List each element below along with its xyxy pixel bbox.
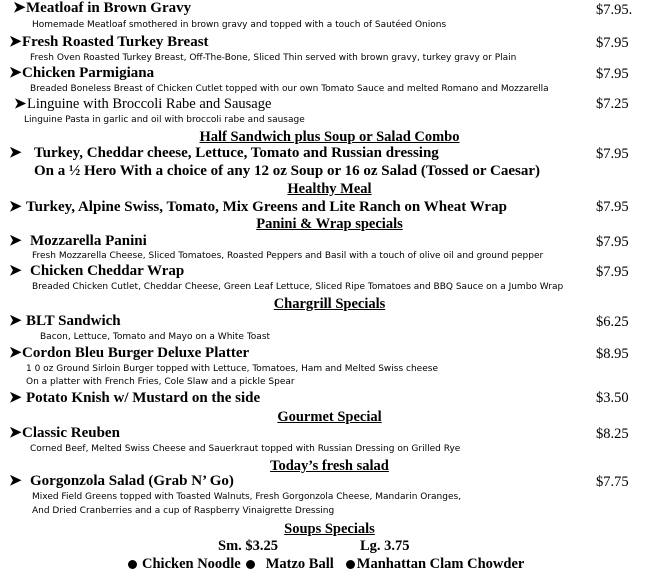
item-price-blt: $6.25: [596, 314, 629, 330]
arrow-bullet-icon: ➤: [9, 199, 22, 215]
arrow-bullet-icon: ➤: [9, 145, 22, 161]
item-price-knish: $3.50: [596, 390, 629, 406]
item-price-cordon: $8.95: [596, 346, 629, 362]
item-title-blt: ➤ BLT Sandwich: [9, 313, 121, 329]
item-desc-gorgonzola-1: Mixed Field Greens topped with Toasted Walnuts, Fresh Gorgonzola Cheese, Mandarin Oranges,: [32, 492, 462, 502]
item-price-gorgonzola: $7.75: [596, 474, 629, 490]
black-circle-icon: [128, 560, 137, 569]
item-title-combo: ➤ Turkey, Cheddar cheese, Lettuce, Tomato and Russian dressing: [9, 145, 439, 161]
item-desc-gorgonzola-2: And Dried Cranberries and a cup of Raspberry Vinaigrette Dressing: [32, 506, 335, 516]
arrow-bullet-icon: ➤: [13, 0, 26, 16]
section-heading-soups: Soups Specials: [284, 521, 375, 537]
item-desc-reuben: Corned Beef, Melted Swiss Cheese and Sauerkraut topped with Russian Dressing on Grilled Rye: [30, 444, 461, 454]
black-circle-icon: [246, 560, 255, 569]
item-title-meatloaf: ➤Meatloaf in Brown Gravy: [13, 0, 192, 16]
section-heading-panini: Panini & Wrap specials: [256, 216, 403, 232]
arrow-bullet-icon: ➤: [9, 65, 22, 81]
soup-option: Manhattan Clam Chowder: [356, 556, 525, 572]
soup-option-list: [128, 557, 524, 572]
item-price-linguine: $7.25: [596, 96, 629, 112]
item-subtitle-combo: On a ½ Hero With a choice of any 12 oz Soup or 16 oz Salad (Tossed or Caesar): [34, 163, 541, 179]
item-title-knish: ➤ Potato Knish w/ Mustard on the side: [9, 390, 261, 406]
arrow-bullet-icon: ➤: [9, 345, 22, 361]
soup-option: Chicken Noodle: [142, 556, 241, 572]
section-heading-healthy: Healthy Meal: [287, 181, 372, 197]
item-price-reuben: $8.25: [596, 426, 629, 442]
arrow-bullet-icon: ➤: [9, 473, 22, 489]
item-price-healthy: $7.95: [596, 199, 629, 215]
item-desc-parmigiana: Breaded Boneless Breast of Chicken Cutlet topped with our own Tomato Sauce and melted Romano and Mozzarella: [30, 84, 549, 94]
item-desc-wrap: Breaded Chicken Cutlet, Cheddar Cheese, Green Leaf Lettuce, Sliced Ripe Tomatoes and BBQ Sauce on a Jumbo Wrap: [32, 282, 564, 292]
arrow-bullet-icon: ➤: [9, 233, 22, 249]
item-title-reuben: ➤Classic Reuben: [9, 425, 120, 441]
item-price-parmigiana: $7.95: [596, 66, 629, 82]
soup-price-large: Lg. 3.75: [360, 538, 410, 554]
arrow-bullet-icon: ➤: [9, 34, 22, 50]
item-title-turkey: ➤Fresh Roasted Turkey Breast: [9, 34, 209, 50]
item-price-turkey: $7.95: [596, 35, 629, 51]
item-desc-blt: Bacon, Lettuce, Tomato and Mayo on a White Toast: [40, 332, 271, 342]
item-title-parmigiana: ➤Chicken Parmigiana: [9, 65, 155, 81]
item-title-wrap: ➤ Chicken Cheddar Wrap: [9, 263, 185, 279]
soup-option: Matzo Ball: [265, 556, 334, 572]
arrow-bullet-icon: ➤: [9, 263, 22, 279]
arrow-bullet-icon: ➤: [9, 390, 22, 406]
item-desc-turkey: Fresh Oven Roasted Turkey Breast, Off-The-Bone, Sliced Thin served with brown gravy, turkey gravy or Plain: [30, 53, 517, 63]
item-price-combo: $7.95: [596, 146, 629, 162]
item-title-cordon: ➤Cordon Bleu Burger Deluxe Platter: [9, 345, 250, 361]
black-circle-icon: [346, 560, 355, 569]
item-title-gorgonzola: ➤ Gorgonzola Salad (Grab N’ Go): [9, 473, 234, 489]
arrow-bullet-icon: ➤: [9, 313, 22, 329]
item-desc-cordon-2: On a platter with French Fries, Cole Slaw and a pickle Spear: [26, 377, 295, 387]
item-desc-linguine: Linguine Pasta in garlic and oil with broccoli rabe and sausage: [24, 115, 305, 125]
arrow-bullet-icon: ➤: [14, 96, 27, 112]
item-price-panini: $7.95: [596, 234, 629, 250]
soup-price-small: Sm. $3.25: [218, 538, 279, 554]
section-heading-combo: Half Sandwich plus Soup or Salad Combo: [199, 129, 460, 145]
item-title-panini: ➤ Mozzarella Panini: [9, 233, 147, 249]
item-title-linguine: ➤Linguine with Broccoli Rabe and Sausage: [14, 96, 272, 112]
section-heading-gourmet: Gourmet Special: [277, 409, 382, 425]
section-heading-salad: Today’s fresh salad: [270, 458, 389, 474]
arrow-bullet-icon: ➤: [9, 425, 22, 441]
item-price-meatloaf: $7.95.: [596, 2, 633, 18]
item-desc-panini: Fresh Mozzarella Cheese, Sliced Tomatoes, Roasted Peppers and Basil with a touch of olive oil and ground pepper: [32, 251, 544, 261]
item-title-healthy: ➤ Turkey, Alpine Swiss, Tomato, Mix Greens and Lite Ranch on Wheat Wrap: [9, 199, 507, 215]
item-price-wrap: $7.95: [596, 264, 629, 280]
item-desc-cordon-1: 1 0 oz Ground Sirloin Burger topped with Lettuce, Tomatoes, Ham and Melted Swiss cheese: [26, 364, 438, 374]
section-heading-chargrill: Chargrill Specials: [273, 296, 386, 312]
item-desc-meatloaf: Homemade Meatloaf smothered in brown gravy and topped with a touch of Sautéed Onions: [32, 20, 447, 30]
